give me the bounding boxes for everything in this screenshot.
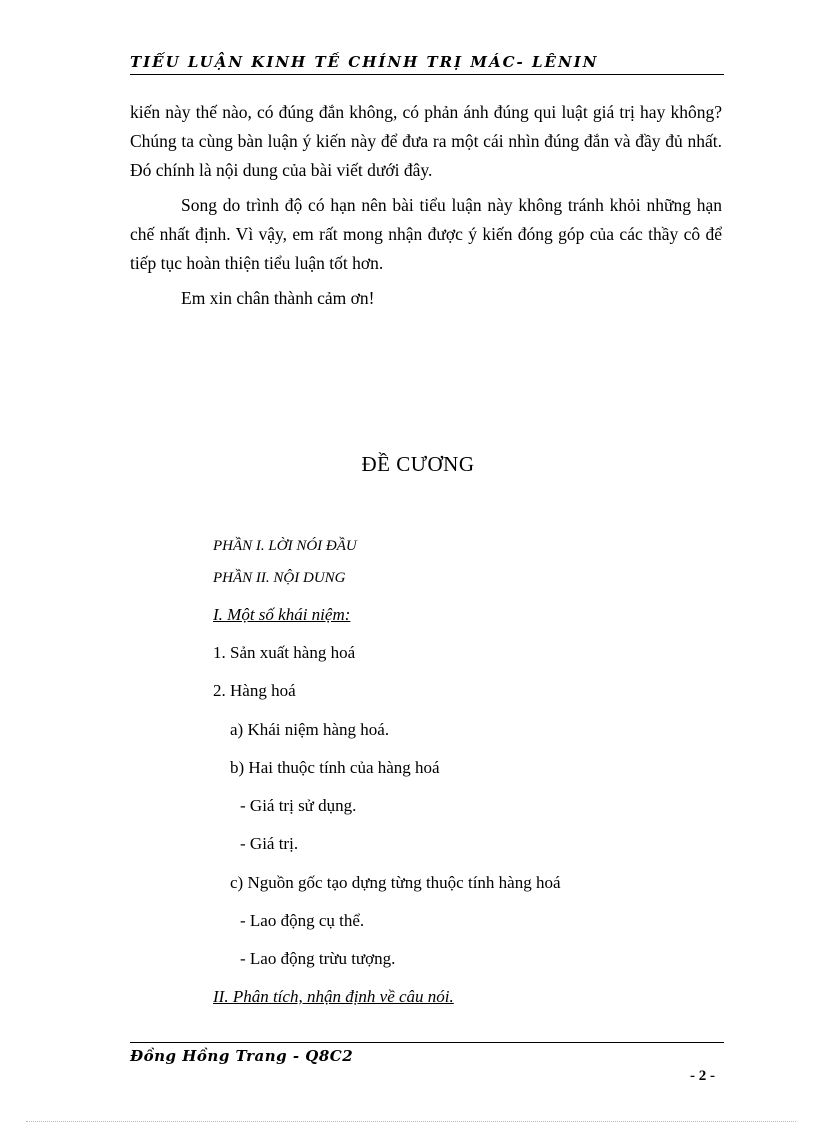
page-number: - 2 - [690, 1068, 715, 1084]
outline-item: b) Hai thuộc tính của hàng hoá [230, 758, 440, 777]
outline-item: PHẦN I. LỜI NÓI ĐẦU [213, 538, 357, 554]
outline-item: II. Phân tích, nhận định về câu nói. [213, 987, 454, 1006]
outline-item: PHẦN II. NỘI DUNG [213, 570, 346, 586]
outline-item: c) Nguồn gốc tạo dựng từng thuộc tính hàng hoá [230, 873, 561, 892]
outline-item: I. Một số khái niệm: [213, 605, 351, 624]
footer-author: Đồng Hồng Trang - Q8C2 [130, 1047, 354, 1065]
outline-item: 2. Hàng hoá [213, 681, 296, 700]
header-rule [130, 74, 724, 75]
outline-item: a) Khái niệm hàng hoá. [230, 720, 390, 739]
outline-title: ĐỀ CƯƠNG [361, 452, 475, 476]
outline-item: - Giá trị. [240, 834, 299, 853]
paragraph: Song do trình độ có hạn nên bài tiểu luận này không tránh khỏi những hạn chế nhất định. Vì vậy, em rất mong nhận được ý kiến đóng góp của các thầy cô để tiếp tục hoàn thiện tiểu luận tốt hơn. [130, 195, 722, 273]
outline-item: 1. Sản xuất hàng hoá [213, 643, 356, 662]
outline-item: - Lao động cụ thể. [240, 911, 365, 930]
page-edge-divider [26, 1121, 796, 1122]
page-footer [130, 1042, 724, 1065]
body-text [130, 98, 722, 319]
outline-item: - Giá trị sử dụng. [240, 796, 357, 815]
closing-line: Em xin chân thành cảm ơn! [181, 288, 375, 308]
header-title: TIỂU LUẬN KINH TẾ CHÍNH TRỊ MÁC- LÊNIN [130, 53, 599, 71]
page-header [130, 52, 724, 75]
outline-item: - Lao động trừu tượng. [240, 949, 396, 968]
paragraph: kiến này thế nào, có đúng đắn không, có phản ánh đúng qui luật giá trị hay không? Chúng ta cùng bàn luận ý kiến này để đưa ra một cái nhìn đúng đắn và đầy đủ nhất. Đó chính là nội dung của bài viết dưới đây. [130, 102, 722, 180]
footer-rule [130, 1042, 724, 1043]
